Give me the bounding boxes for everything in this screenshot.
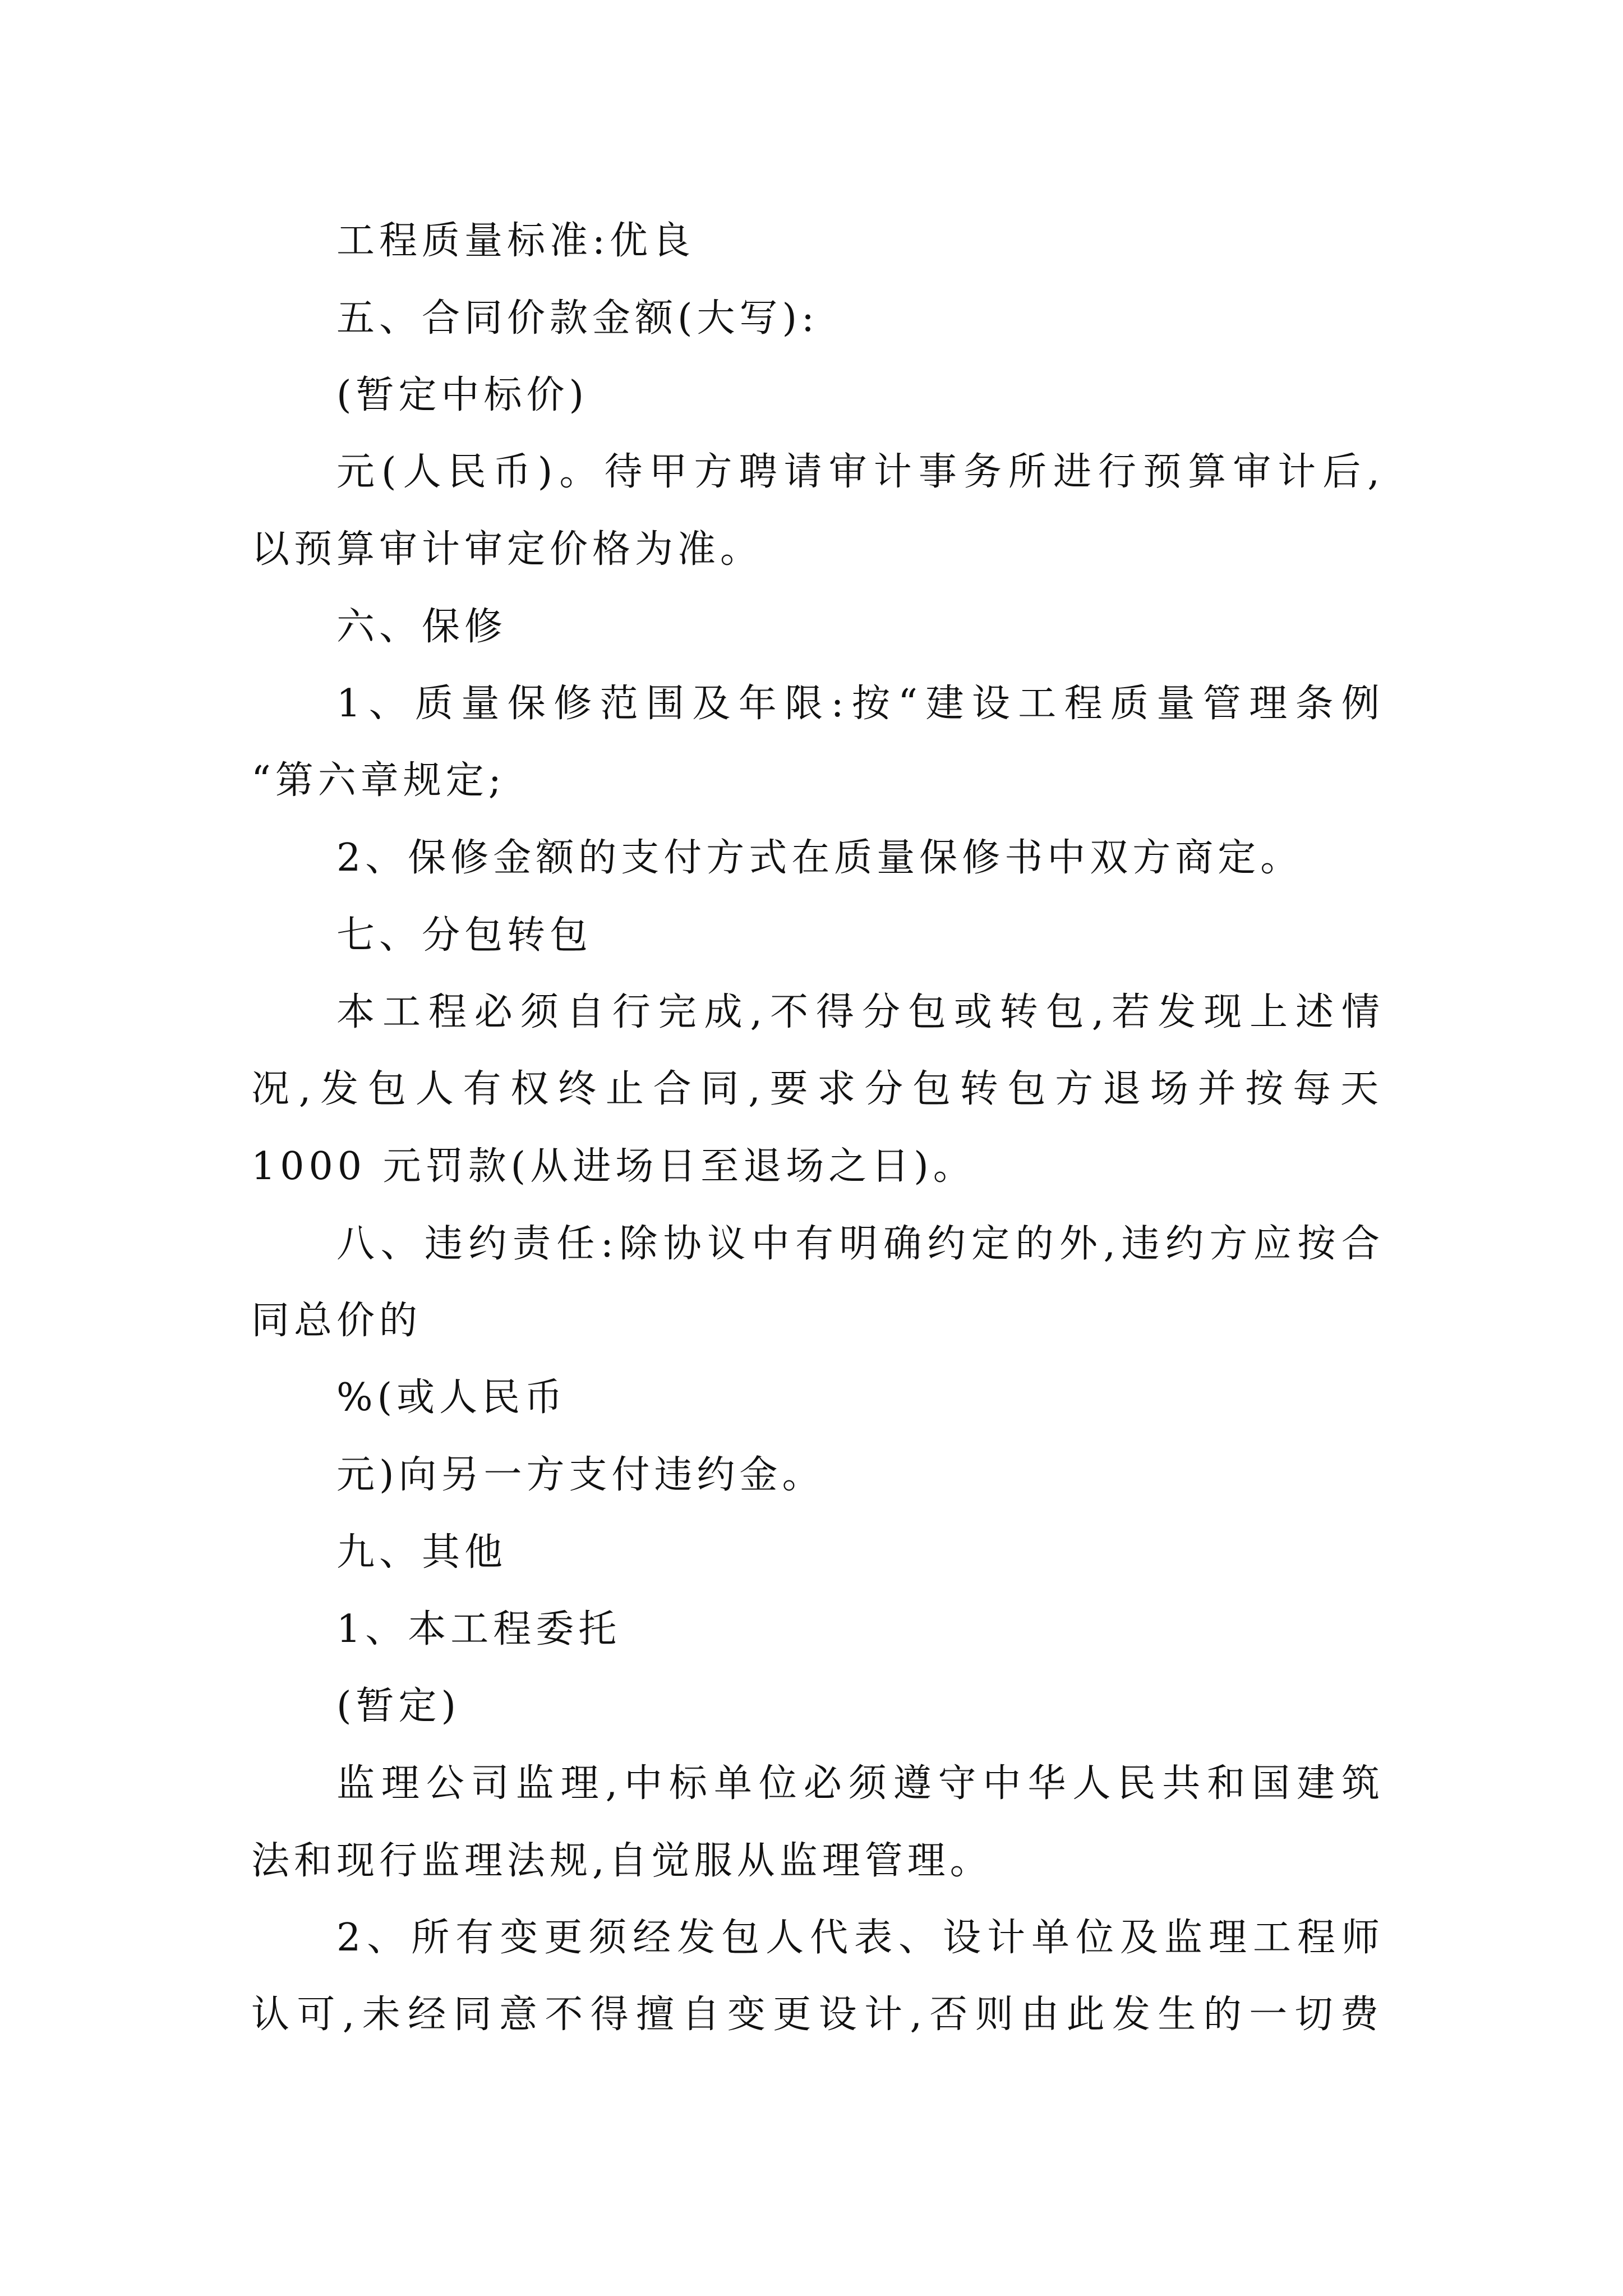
section-7-heading: 七、分包转包 bbox=[336, 913, 593, 958]
section-9-heading: 九、其他 bbox=[336, 1530, 508, 1575]
paragraph-line: 1、质量保修范围及年限:按“建设工程质量管理条例 bbox=[336, 682, 1380, 726]
quality-standard-line: 工程质量标准:优良 bbox=[336, 219, 695, 263]
tentative-bid-price-line: (暂定中标价) bbox=[336, 373, 589, 417]
paragraph-line: 2、保修金额的支付方式在质量保修书中双方商定。 bbox=[336, 836, 1303, 880]
section-5-heading: 五、合同价款金额(大写): bbox=[336, 296, 819, 341]
paragraph-line: 2、所有变更须经发包人代表、设计单位及监理工程师 bbox=[336, 1916, 1380, 1960]
section-6-heading: 六、保修 bbox=[336, 605, 508, 649]
paragraph-line: 元(人民币)。待甲方聘请审计事务所进行预算审计后, bbox=[336, 450, 1380, 494]
paragraph-line: 1000 元罚款(从进场日至退场之日)。 bbox=[251, 1144, 976, 1189]
paragraph-line: 以预算审计审定价格为准。 bbox=[251, 527, 763, 572]
paragraph-line: 同总价的 bbox=[251, 1299, 422, 1343]
paragraph-line: “第六章规定; bbox=[251, 758, 506, 803]
paragraph-line: 况,发包人有权终止合同,要求分包转包方退场并按每天 bbox=[251, 1067, 1378, 1111]
paragraph-line: 1、本工程委托 bbox=[336, 1607, 621, 1651]
paragraph-line: 法和现行监理法规,自觉服从监理管理。 bbox=[251, 1839, 993, 1883]
paragraph-line: 认可,未经同意不得擅自变更设计,否则由此发生的一切费 bbox=[251, 1993, 1378, 2037]
section-8-heading: 八、违约责任:除协议中有明确约定的外,违约方应按合 bbox=[336, 1222, 1380, 1266]
paragraph-line: 本工程必须自行完成,不得分包或转包,若发现上述情 bbox=[336, 990, 1380, 1034]
paragraph-line: %(或人民币 bbox=[336, 1375, 568, 1420]
paragraph-line: 监理公司监理,中标单位必须遵守中华人民共和国建筑 bbox=[336, 1761, 1380, 1806]
paragraph-line: 元)向另一方支付违约金。 bbox=[336, 1453, 825, 1497]
paragraph-line: (暂定) bbox=[336, 1684, 461, 1728]
